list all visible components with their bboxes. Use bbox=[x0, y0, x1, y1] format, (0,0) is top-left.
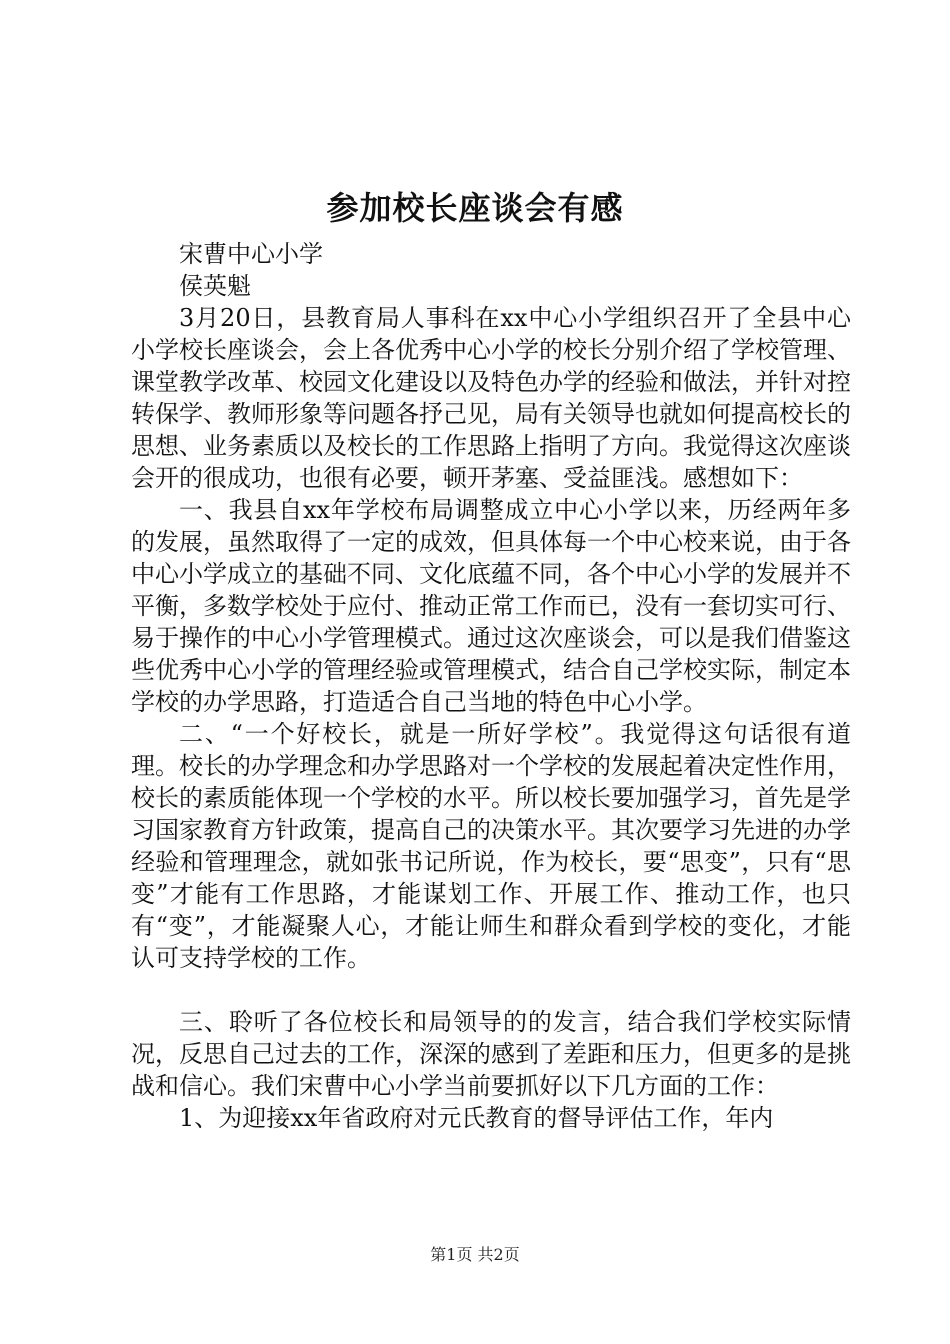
paragraph-three: 三、聆听了各位校长和局领导的的发言，结合我们学校实际情况，反思自己过去的工作，深深的感到了差距和压力，但更多的是挑战和信心。我们宋曹中心小学当前要抓好以下几方面的工作： bbox=[131, 1008, 851, 1100]
document-body bbox=[131, 238, 851, 1134]
document-title: 参加校长座谈会有感 bbox=[326, 189, 624, 227]
paragraph-intro: 3月20日，县教育局人事科在xx中心小学组织召开了全县中心小学校长座谈会，会上各优秀中心小学的校长分别介绍了学校管理、课堂教学改革、校园文化建设以及特色办学的经验和做法，并针对控转保学、教师形象等问题各抒己见，局有关领导也就如何提高校长的思想、业务素质以及校长的工作思路上指明了方向。我觉得这次座谈会开的很成功，也很有必要，顿开茅塞、受益匪浅。感想如下： bbox=[131, 304, 851, 492]
paragraph-one: 一、我县自xx年学校布局调整成立中心小学以来，历经两年多的发展，虽然取得了一定的成效，但具体每一个中心校来说，由于各中心小学成立的基础不同、文化底蕴不同，各个中心小学的发展并不平衡，多数学校处于应付、推动正常工作而已，没有一套切实可行、易于操作的中心小学管理模式。通过这次座谈会，可以是我们借鉴这些优秀中心小学的管理经验或管理模式，结合自己学校实际，制定本学校的办学思路，打造适合自己当地的特色中心小学。 bbox=[131, 496, 851, 716]
paragraph-item-one: 1、为迎接xx年省政府对元氏教育的督导评估工作，年内 bbox=[179, 1104, 774, 1132]
page-indicator: 第1页 共2页 bbox=[430, 1245, 520, 1264]
paragraph-two: 二、“一个好校长，就是一所好学校”。我觉得这句话很有道理。校长的办学理念和办学思路对一个学校的发展起着决定性作用，校长的素质能体现一个学校的水平。所以校长要加强学习，首先是学习国家教育方针政策，提高自己的决策水平。其次要学习先进的办学经验和管理理念，就如张书记所说，作为校长，要“思变”，只有“思变”才能有工作思路，才能谋划工作、开展工作、推动工作，也只有“变”，才能凝聚人心，才能让师生和群众看到学校的变化，才能认可支持学校的工作。 bbox=[131, 720, 851, 972]
author-name: 侯英魁 bbox=[179, 272, 251, 300]
school-name: 宋曹中心小学 bbox=[179, 240, 323, 268]
